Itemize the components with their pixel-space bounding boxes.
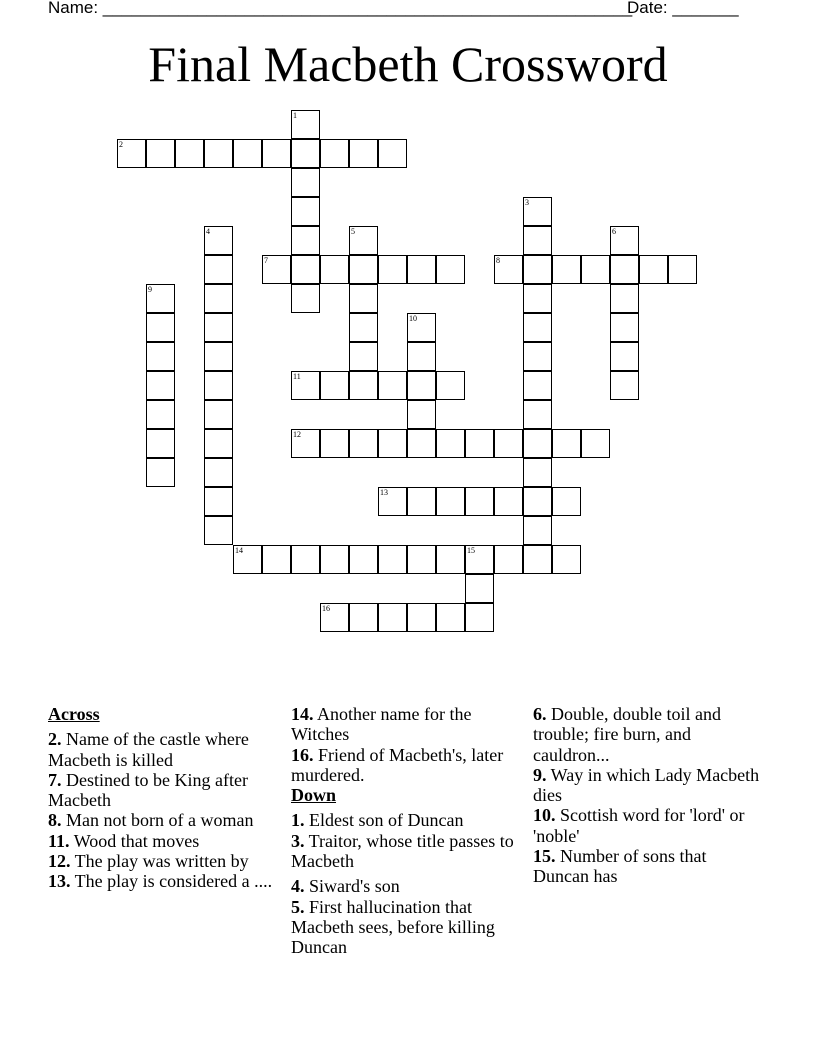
crossword-cell[interactable] [465, 545, 494, 574]
crossword-cell[interactable] [436, 487, 465, 516]
crossword-cell[interactable] [610, 226, 639, 255]
crossword-cell[interactable] [233, 545, 262, 574]
clue-across-16: 16. Friend of Macbeth's, later murdered. [291, 744, 504, 785]
across-heading: Across [48, 704, 100, 724]
clue-down-4: 4. Siward's son [291, 876, 400, 897]
crossword-cell[interactable] [320, 429, 349, 458]
clue-across-14: 14. Another name for the Witches [291, 704, 472, 745]
clue-number: 5 [351, 227, 355, 236]
clue-down-3: 3. Traitor, whose title passes to Macbeth [291, 830, 514, 872]
clue-down-15: 15. Number of sons that Duncan has [533, 846, 707, 887]
clue-number: 7 [264, 256, 268, 265]
crossword-cell[interactable] [146, 400, 175, 429]
crossword-cell[interactable] [262, 545, 291, 574]
crossword-cell[interactable] [610, 284, 639, 313]
clue-down-10: 10. Scottish word for 'lord' or 'noble' [533, 805, 745, 846]
crossword-cell[interactable] [523, 284, 552, 313]
clue-across-11: 11. Wood that moves [48, 830, 200, 851]
crossword-cell[interactable] [146, 313, 175, 342]
crossword-cell[interactable] [146, 139, 175, 168]
crossword-cell[interactable] [407, 400, 436, 429]
crossword-cell[interactable] [204, 516, 233, 545]
crossword-cell[interactable] [494, 487, 523, 516]
crossword-cell[interactable] [465, 574, 494, 603]
crossword-cell[interactable] [610, 255, 639, 284]
crossword-cell[interactable] [639, 255, 668, 284]
crossword-cell[interactable] [320, 545, 349, 574]
clue-across-8: 8. Man not born of a woman [48, 810, 254, 831]
name-field-label: Name: ________________________________________________________ [48, 0, 633, 17]
crossword-cell[interactable] [494, 255, 523, 284]
crossword-cell[interactable] [407, 255, 436, 284]
crossword-cell[interactable] [320, 371, 349, 400]
crossword-cell[interactable] [523, 342, 552, 371]
crossword-cell[interactable] [378, 255, 407, 284]
clue-number: 13 [380, 488, 388, 497]
crossword-cell[interactable] [349, 284, 378, 313]
crossword-cell[interactable] [407, 603, 436, 632]
crossword-cell[interactable] [378, 371, 407, 400]
crossword-cell[interactable] [204, 313, 233, 342]
crossword-cell[interactable] [668, 255, 697, 284]
crossword-cell[interactable] [291, 110, 320, 139]
down-heading: Down [291, 785, 337, 806]
crossword-cell[interactable] [204, 255, 233, 284]
crossword-cell[interactable] [204, 429, 233, 458]
crossword-cell[interactable] [407, 545, 436, 574]
crossword-cell[interactable] [552, 487, 581, 516]
crossword-cell[interactable] [523, 371, 552, 400]
crossword-cell[interactable] [407, 487, 436, 516]
clue-number: 2 [119, 140, 123, 149]
crossword-cell[interactable] [407, 429, 436, 458]
crossword-cell[interactable] [523, 487, 552, 516]
crossword-cell[interactable] [233, 139, 262, 168]
crossword-cell[interactable] [436, 371, 465, 400]
crossword-cell[interactable] [523, 516, 552, 545]
crossword-cell[interactable] [320, 139, 349, 168]
crossword-cell[interactable] [523, 226, 552, 255]
crossword-cell[interactable] [262, 139, 291, 168]
crossword-cell[interactable] [436, 255, 465, 284]
clue-down-6: 6. Double, double toil and trouble; fire burn, and cauldron... [533, 704, 721, 765]
crossword-cell[interactable] [349, 226, 378, 255]
crossword-cell[interactable] [146, 371, 175, 400]
clue-across-12: 12. The play was written by [48, 851, 249, 872]
clue-across-7: 7. Destined to be King after Macbeth [48, 769, 248, 811]
clue-number: 3 [525, 198, 529, 207]
crossword-cell[interactable] [552, 545, 581, 574]
crossword-cell[interactable] [610, 342, 639, 371]
crossword-cell[interactable] [552, 255, 581, 284]
crossword-cell[interactable] [465, 429, 494, 458]
date-field-label: Date: _______ [627, 0, 739, 17]
crossword-cell[interactable] [523, 400, 552, 429]
crossword-cell[interactable] [610, 371, 639, 400]
clues-column-2 [291, 704, 521, 958]
clue-number: 15 [467, 546, 475, 555]
crossword-cell[interactable] [291, 226, 320, 255]
crossword-cell[interactable] [146, 429, 175, 458]
crossword-cell[interactable] [436, 545, 465, 574]
clue-number: 14 [235, 546, 243, 555]
crossword-cell[interactable] [523, 545, 552, 574]
crossword-cell[interactable] [349, 255, 378, 284]
crossword-cell[interactable] [378, 139, 407, 168]
crossword-cell[interactable] [465, 487, 494, 516]
clue-number: 1 [293, 111, 297, 120]
crossword-cell[interactable] [204, 342, 233, 371]
crossword-cell[interactable] [581, 429, 610, 458]
crossword-cell[interactable] [204, 400, 233, 429]
crossword-cell[interactable] [523, 255, 552, 284]
crossword-cell[interactable] [146, 458, 175, 487]
clue-number: 12 [293, 430, 301, 439]
crossword-cell[interactable] [175, 139, 204, 168]
crossword-cell[interactable] [349, 371, 378, 400]
crossword-cell[interactable] [320, 603, 349, 632]
crossword-cell[interactable] [349, 545, 378, 574]
crossword-cell[interactable] [552, 429, 581, 458]
crossword-cell[interactable] [349, 603, 378, 632]
crossword-cell[interactable] [523, 313, 552, 342]
page-title: Final Macbeth Crossword [148, 36, 668, 92]
crossword-cell[interactable] [146, 342, 175, 371]
crossword-cell[interactable] [262, 255, 291, 284]
crossword-cell[interactable] [465, 603, 494, 632]
clues-column-3 [533, 704, 763, 887]
crossword-cell[interactable] [291, 429, 320, 458]
clue-down-1: 1. Eldest son of Duncan [291, 810, 464, 831]
clue-number: 11 [293, 372, 301, 381]
crossword-cell[interactable] [204, 487, 233, 516]
crossword-cell[interactable] [407, 313, 436, 342]
crossword-cell[interactable] [291, 139, 320, 168]
crossword-cell[interactable] [204, 458, 233, 487]
clue-number: 16 [322, 604, 330, 613]
crossword-cell[interactable] [291, 168, 320, 197]
crossword-cell[interactable] [436, 429, 465, 458]
clue-across-13: 13. The play is considered a .... [48, 871, 273, 892]
crossword-cell[interactable] [523, 429, 552, 458]
crossword-cell[interactable] [581, 255, 610, 284]
clue-number: 6 [612, 227, 616, 236]
crossword-cell[interactable] [378, 545, 407, 574]
clue-number: 9 [148, 285, 152, 294]
crossword-cell[interactable] [204, 371, 233, 400]
clue-number: 4 [206, 227, 210, 236]
crossword-cell[interactable] [436, 603, 465, 632]
clues-column-1 [48, 704, 273, 892]
crossword-cell[interactable] [291, 284, 320, 313]
crossword-cell[interactable] [320, 255, 349, 284]
crossword-cell[interactable] [378, 429, 407, 458]
clue-number: 10 [409, 314, 417, 323]
crossword-cell[interactable] [146, 284, 175, 313]
crossword-cell[interactable] [204, 284, 233, 313]
crossword-cell[interactable] [117, 139, 146, 168]
crossword-cell[interactable] [349, 139, 378, 168]
crossword-cell[interactable] [523, 197, 552, 226]
crossword-cell[interactable] [407, 342, 436, 371]
crossword-cell[interactable] [349, 313, 378, 342]
crossword-cell[interactable] [494, 545, 523, 574]
clue-down-5: 5. First hallucination that Macbeth sees, before killing Duncan [291, 896, 495, 958]
crossword-cell[interactable] [378, 603, 407, 632]
crossword-cell[interactable] [349, 429, 378, 458]
crossword-cell[interactable] [610, 313, 639, 342]
crossword-cell[interactable] [204, 226, 233, 255]
crossword-cell[interactable] [407, 371, 436, 400]
crossword-cell[interactable] [523, 458, 552, 487]
crossword-cell[interactable] [494, 429, 523, 458]
crossword-cell[interactable] [204, 139, 233, 168]
crossword-cell[interactable] [349, 342, 378, 371]
clue-down-9: 9. Way in which Lady Macbeth dies [533, 764, 760, 806]
crossword-cell[interactable] [291, 197, 320, 226]
crossword-cell[interactable] [291, 371, 320, 400]
crossword-cell[interactable] [378, 487, 407, 516]
clue-across-2: 2. Name of the castle where Macbeth is killed [48, 729, 249, 770]
clue-number: 8 [496, 256, 500, 265]
crossword-cell[interactable] [291, 545, 320, 574]
crossword-cell[interactable] [291, 255, 320, 284]
